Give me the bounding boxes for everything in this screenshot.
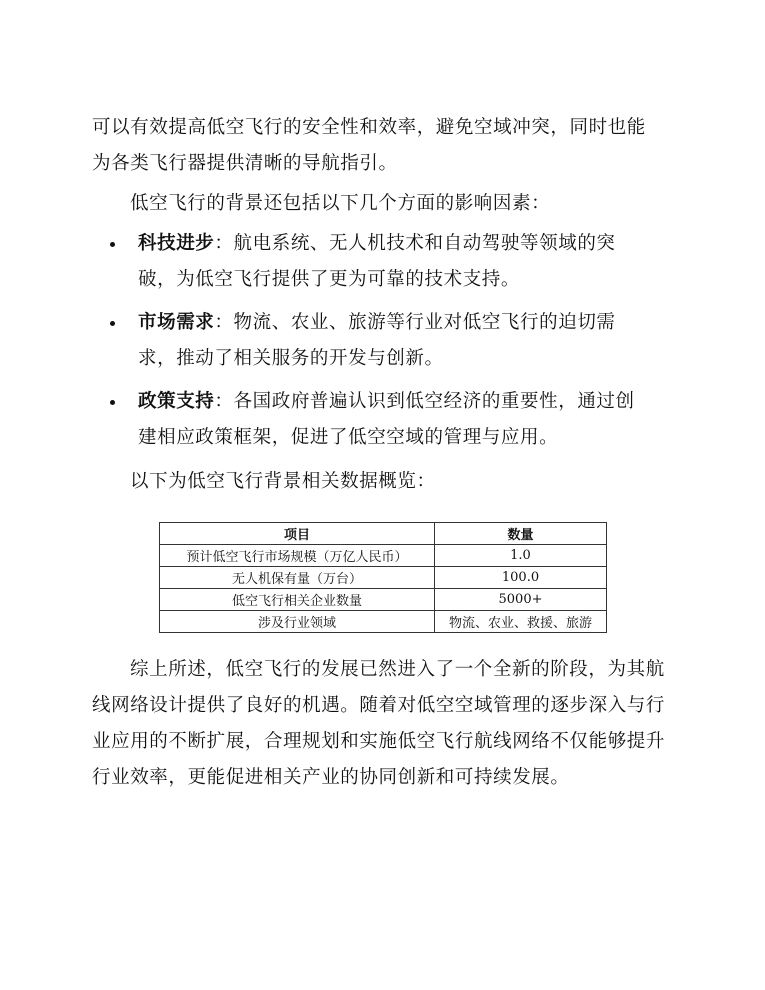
table-cell-item: 预计低空飞行市场规模（万亿人民币）: [160, 545, 435, 567]
conclusion-paragraph: 综上所述，低空飞行的发展已然进入了一个全新的阶段，为其航线网络设计提供了良好的机遇。随着对低空空域管理的逐步深入与行业应用的不断扩展，合理规划和实施低空飞行航线网络不仅能够提升行业效率，更能促进相关产业的协同创新和可持续发展。: [92, 659, 666, 788]
bullet-title: 政策支持: [138, 391, 215, 412]
bullet-separator: ：: [214, 391, 234, 412]
table-intro: 以下为低空飞行背景相关数据概览：: [130, 471, 436, 492]
data-table: [159, 522, 607, 633]
table-cell-quantity: 1.0: [435, 545, 607, 567]
table-cell-quantity: 物流、农业、救援、旅游: [435, 611, 607, 633]
bullet-separator: ：: [214, 233, 234, 254]
bullet-dot-icon: [110, 400, 115, 405]
bullet-title: 科技进步: [138, 233, 215, 254]
table-header-row: [160, 523, 607, 545]
bullet-dot-icon: [110, 242, 115, 247]
intro-line-1: 可以有效提高低空飞行的安全性和效率，避免空域冲突，同时也能: [92, 117, 646, 138]
bullet-item-policy: [110, 384, 670, 456]
table-cell-item: 涉及行业领域: [160, 611, 435, 633]
table-header-quantity: 数量: [435, 523, 607, 545]
table-row: [160, 567, 607, 589]
bullet-body: 各国政府普遍认识到低空经济的重要性，通过创建相应政策框架，促进了低空空域的管理与应用。: [138, 391, 635, 448]
intro-paragraph: [92, 110, 672, 182]
bullet-body: 航电系统、无人机技术和自动驾驶等领域的突破，为低空飞行提供了更为可靠的技术支持。: [138, 233, 616, 290]
bullet-body: 物流、农业、旅游等行业对低空飞行的迫切需求，推动了相关服务的开发与创新。: [138, 312, 616, 369]
table-cell-item: 低空飞行相关企业数量: [160, 589, 435, 611]
table-row: [160, 589, 607, 611]
table-row: [160, 545, 607, 567]
table-row: [160, 611, 607, 633]
bullet-dot-icon: [110, 321, 115, 326]
bullet-item-market: [110, 305, 670, 377]
table-header-item: 项目: [160, 523, 435, 545]
table-cell-quantity: 100.0: [435, 567, 607, 589]
bullet-separator: ：: [214, 312, 234, 333]
intro-line-2: 为各类飞行器提供清晰的导航指引。: [92, 153, 398, 174]
bullet-item-tech: [110, 226, 670, 298]
table-cell-item: 无人机保有量（万台）: [160, 567, 435, 589]
factors-heading: 低空飞行的背景还包括以下几个方面的影响因素：: [130, 193, 551, 214]
bullet-title: 市场需求: [138, 312, 215, 333]
table-cell-quantity: 5000+: [435, 589, 607, 611]
